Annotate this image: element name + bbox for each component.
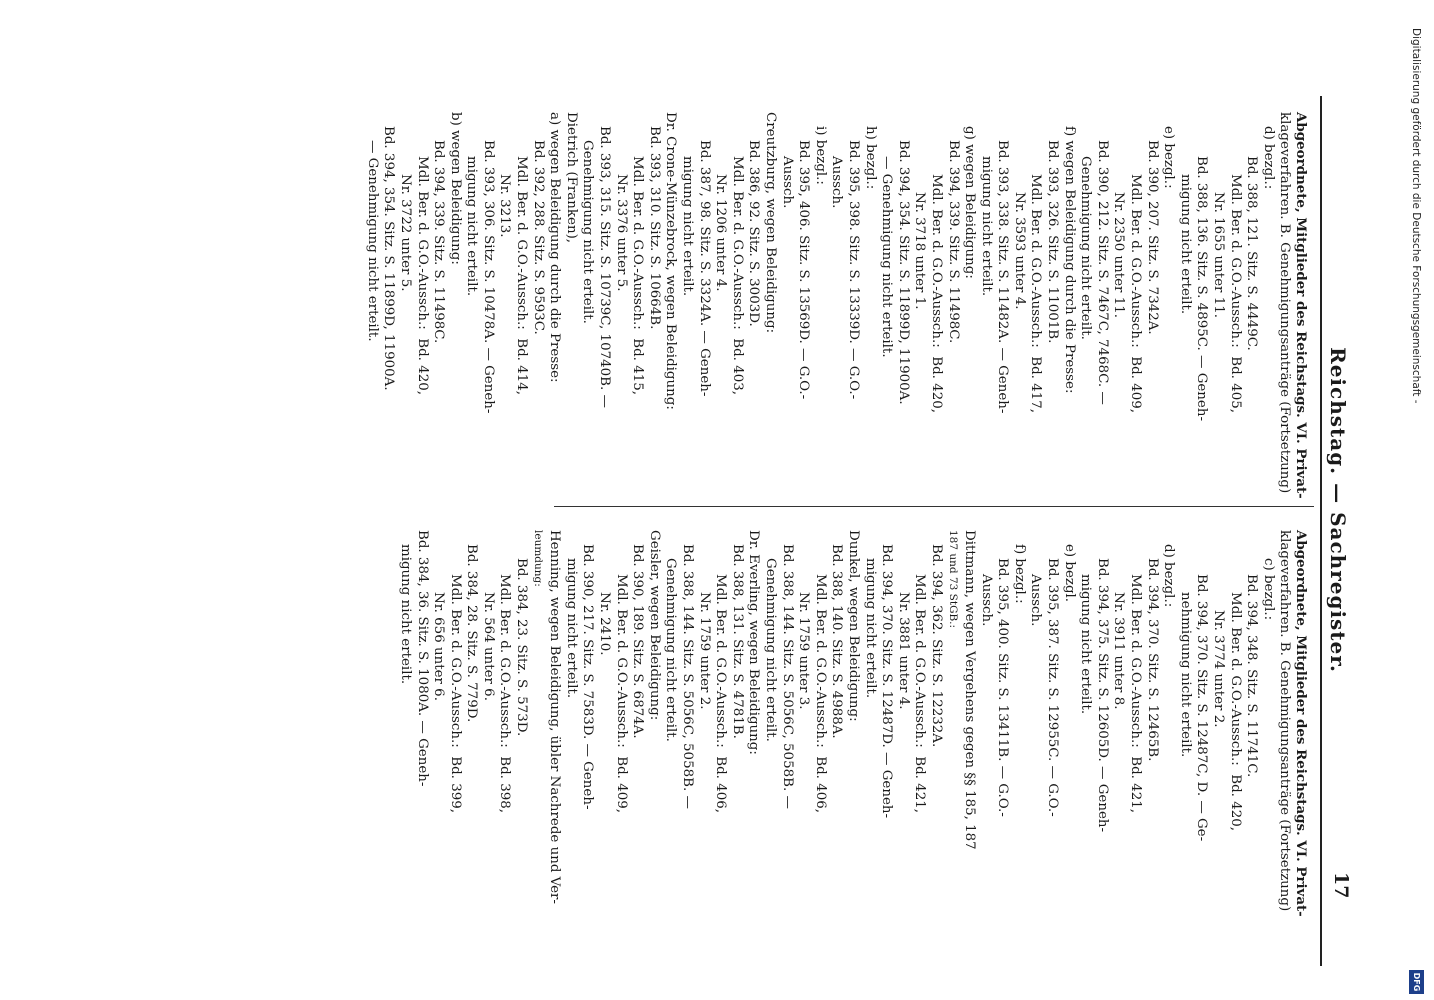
index-line: Bd. 384, 23. Sitz. S. 573D. <box>514 558 530 737</box>
index-line: Bd. 394, 370. Sitz. S. 12487D. — Geneh- <box>879 544 895 819</box>
index-line: Bd. 392, 288. Sitz. S. 9593C. <box>530 140 546 335</box>
index-line: Bd. 393, 326. Sitz. S. 11001B. <box>1045 140 1061 344</box>
index-line: — Genehmigung nicht erteilt. <box>879 156 895 358</box>
index-line: Genehmigung nicht erteilt. <box>580 140 596 324</box>
index-line: Bd. 390, 207. Sitz. S. 7342A. <box>1144 140 1160 335</box>
index-line: Nr. 3718 unter 1. <box>912 192 928 310</box>
index-line: Mdl. Ber. d. G.O.-Aussch.: Bd. 409, <box>613 574 629 814</box>
index-line: Bd. 394, 370. Sitz. S. 12465B. <box>1144 558 1160 762</box>
index-line: Bd. 388, 144. Sitz. S. 5056C, 5058B. — <box>680 544 696 809</box>
index-line: Mdl. Ber. d. G.O.-Aussch.: Bd. 405, <box>1227 174 1243 414</box>
index-line: Bd. 395, 406. Sitz. S. 13569D. — G.O.- <box>796 140 812 400</box>
index-line: Bd. 394, 339. Sitz. S. 11498C. <box>945 140 961 344</box>
index-line: Dittmann, wegen Vergehens gegen §§ 185, 187 <box>962 530 978 850</box>
index-line: f) bezgl.: <box>1011 544 1027 604</box>
index-line: Bd. 394, 354. Sitz. S. 11899D, 11900A. <box>895 140 911 405</box>
index-line: Genehmigung nicht erteilt. <box>663 558 679 742</box>
index-line: Nr. 3911 unter 8. <box>1111 592 1127 710</box>
index-line: migung nicht erteilt. <box>1078 574 1094 715</box>
index-line: Bd. 393, 306. Sitz. S. 10478A. — Geneh- <box>480 140 496 414</box>
index-line: Bd. 390, 217. Sitz. S. 7583D. — Geneh- <box>580 544 596 810</box>
index-line: Mdl. Ber. d. G.O.-Aussch.: Bd. 415, <box>630 156 646 396</box>
index-line: Abgeordnete, Mitglieder des Reichstags. VI. Privat- <box>1293 112 1309 499</box>
index-line: Mdl. Ber. d. G.O.-Aussch.: Bd. 406, <box>713 574 729 814</box>
index-line: b) wegen Beleidigung: <box>447 112 463 265</box>
index-line: Nr. 3593 unter 4. <box>1011 192 1027 310</box>
index-line: Dunkel, wegen Beleidigung: <box>845 530 861 722</box>
index-line: Abgeordnete, Mitglieder des Reichstags. VI. Privat- <box>1293 530 1309 917</box>
footer-text: Digitalisierung gefördert durch die Deutsche Forschungsgemeinschaft - <box>1410 28 1422 404</box>
index-line: Genehmigung nicht erteilt. <box>1078 156 1094 340</box>
index-line: Mdl. Ber. d. G.O.-Aussch.: Bd. 420, <box>414 156 430 396</box>
index-line: Nr. 2350 unter 11. <box>1111 192 1127 319</box>
index-line: Mdl. Ber. d. G.O.-Aussch.: Bd. 420, <box>928 174 944 414</box>
index-line: i) bezgl.: <box>812 126 828 185</box>
index-line: Aussch. <box>779 156 795 209</box>
index-line: migung nicht erteilt. <box>464 156 480 297</box>
index-line: Bd. 384, 28. Sitz. S. 779D. <box>464 544 480 723</box>
index-line: Genehmigung nicht erteilt. <box>763 558 778 742</box>
index-line: — Genehmigung nicht erteilt. <box>364 140 380 342</box>
index-line: Mdl. Ber. d. G.O.-Aussch.: Bd. 420, <box>1227 592 1243 832</box>
index-line: Bd. 386, 92. Sitz. S. 3003D. <box>746 140 762 327</box>
index-line: Nr. 564 unter 6. <box>480 592 496 701</box>
page-title: Reichstag. — Sachregister. <box>1326 347 1350 673</box>
index-line: f) wegen Beleidigung durch die Presse: <box>1061 126 1077 394</box>
index-line: Bd. 394, 348. Sitz. S. 11741C. <box>1244 574 1260 778</box>
index-line: Mdl. Ber. d. G.O.-Aussch.: Bd. 421, <box>1128 574 1144 814</box>
index-line: 187 und 73 StGB.: <box>946 530 959 629</box>
index-line: Bd. 393, 338. Sitz. S. 11482A. — Geneh- <box>995 140 1011 414</box>
index-line: Mdl. Ber. d. G.O.-Aussch.: Bd. 421, <box>912 574 928 814</box>
index-line: Aussch. <box>1028 574 1044 627</box>
index-line: Creutzburg, wegen Beleidigung: <box>763 112 778 334</box>
index-line: klageverfahren. B. Genehmigungsanträge (Fortsetzung) <box>1277 112 1293 494</box>
index-line: Aussch. <box>829 156 845 209</box>
dfg-logo: DFG <box>1409 970 1424 994</box>
index-line: Mdl. Ber. d. G.O.-Aussch.: Bd. 409, <box>1128 174 1144 414</box>
index-line: klageverfahren. B. Genehmigungsanträge (Fortsetzung) <box>1277 530 1293 912</box>
index-line: Bd. 387, 98. Sitz. S. 3324A. — Geneh- <box>696 140 712 397</box>
index-line: Nr. 656 unter 6. <box>431 592 447 701</box>
index-line: Nr. 3722 unter 5. <box>397 174 413 292</box>
index-line: Geisler, wegen Beleidigung: <box>646 530 662 721</box>
index-line: a) wegen Beleidigung durch die Presse: <box>547 112 563 383</box>
index-line: Bd. 390, 212. Sitz. S. 7467C, 7468C. — <box>1094 140 1110 405</box>
index-line: migung nicht erteilt. <box>1177 174 1193 315</box>
index-line: Bd. 394, 354. Sitz. S. 11899D, 11900A. <box>381 126 397 391</box>
index-line: h) bezgl.: <box>862 126 878 190</box>
index-line: Bd. 393, 315. Sitz. S. 10739C, 10740B. — <box>597 126 613 408</box>
index-line: Nr. 1655 unter 11. <box>1211 192 1227 319</box>
index-line: Bd. 395, 400. Sitz. S. 13411B. — G.O.- <box>995 558 1011 817</box>
index-line: Mdl. Ber. d. G.O.-Aussch.: Bd. 406, <box>812 574 828 814</box>
index-line: Mdl. Ber. d. G.O.-Aussch.: Bd. 417, <box>1028 174 1044 414</box>
index-line: Nr. 2410. <box>597 592 613 656</box>
index-line: Bd. 394, 375. Sitz. S. 12605D. — Geneh- <box>1094 558 1110 833</box>
index-line: Nr. 3881 unter 4. <box>895 592 911 710</box>
index-line: Nr. 1759 unter 2. <box>696 592 712 710</box>
index-line: d) bezgl.: <box>1260 126 1276 190</box>
index-line: d) bezgl.: <box>1161 544 1177 608</box>
index-line: Nr. 1206 unter 4. <box>713 174 729 292</box>
index-line: e) bezgl.: <box>1161 126 1177 189</box>
index-line: Dr. Crone-Münzebrock, wegen Beleidigung: <box>663 112 679 410</box>
index-line: Bd. 388, 136. Sitz. S. 4895C. — Geneh- <box>1194 156 1210 422</box>
index-line: g) wegen Beleidigung: <box>962 126 978 279</box>
index-line: Bd. 394, 339. Sitz. S. 11498C. <box>431 140 447 344</box>
index-line: Dr. Everling, wegen Beleidigung: <box>746 530 762 755</box>
index-line: migung nicht erteilt. <box>978 156 994 297</box>
index-line: migung nicht erteilt. <box>563 558 579 699</box>
digitization-footer <box>1405 20 1425 1000</box>
index-line: Mdl. Ber. d. G.O.-Aussch.: Bd. 399, <box>447 574 463 814</box>
index-line: Bd. 394, 362. Sitz. S. 12232A. <box>928 544 944 748</box>
index-line: Bd. 388, 131. Sitz. S. 4781B. <box>729 544 745 739</box>
index-line: Dietrich (Franken), <box>563 112 579 244</box>
header-rule <box>1320 96 1322 966</box>
index-line: e) bezgl. <box>1061 544 1077 603</box>
index-line: Nr. 1759 unter 3. <box>796 592 812 710</box>
index-line: Bd. 388, 144. Sitz. S. 5056C, 5058B. — <box>779 544 795 809</box>
index-line: leumdung: <box>531 530 544 587</box>
index-line: Bd. 388, 121. Sitz. S. 4449C. <box>1244 156 1260 351</box>
index-line: Bd. 393, 310. Sitz. S. 10664B. <box>646 126 662 330</box>
index-line: Mdl. Ber. d. G.O.-Aussch.: Bd. 403, <box>729 156 745 396</box>
index-line: Bd. 390, 189. Sitz. S. 6874A. <box>630 544 646 739</box>
index-line: migung nicht erteilt. <box>397 544 413 685</box>
index-line: Nr. 3213. <box>497 174 513 238</box>
right-column <box>396 530 1309 925</box>
index-line: Mdl. Ber. d. G.O.-Aussch.: Bd. 414, <box>514 156 530 396</box>
index-line: Bd. 384, 36. Sitz. S. 1080A. — Geneh- <box>414 530 430 787</box>
index-line: migung nicht erteilt. <box>862 558 878 699</box>
index-line: Bd. 394, 370. Sitz. S. 12487C, D. — Ge- <box>1194 574 1210 842</box>
index-line: nehmigung nicht erteilt. <box>1177 592 1193 758</box>
index-line: Nr. 3774 unter 2. <box>1211 610 1227 728</box>
index-line: Bd. 395, 387. Sitz. S. 12955C. — G.O.- <box>1045 558 1061 817</box>
index-line: Henning, wegen Beleidigung, übler Nachrede und Ver- <box>547 530 563 904</box>
index-line: Mdl. Ber. d. G.O.-Aussch.: Bd. 398, <box>497 574 513 814</box>
page-number: 17 <box>1330 872 1352 899</box>
index-line: c) bezgl.: <box>1260 558 1276 621</box>
left-column <box>363 112 1309 507</box>
index-line: Nr. 3376 unter 5. <box>613 174 629 292</box>
index-line: migung nicht erteilt. <box>680 156 696 297</box>
index-line: Bd. 395, 398. Sitz. S. 13339D. — G.O.- <box>845 140 861 400</box>
index-line: Aussch. <box>978 574 994 627</box>
index-line: Bd. 388, 140. Sitz. S. 4988A. <box>829 544 845 739</box>
